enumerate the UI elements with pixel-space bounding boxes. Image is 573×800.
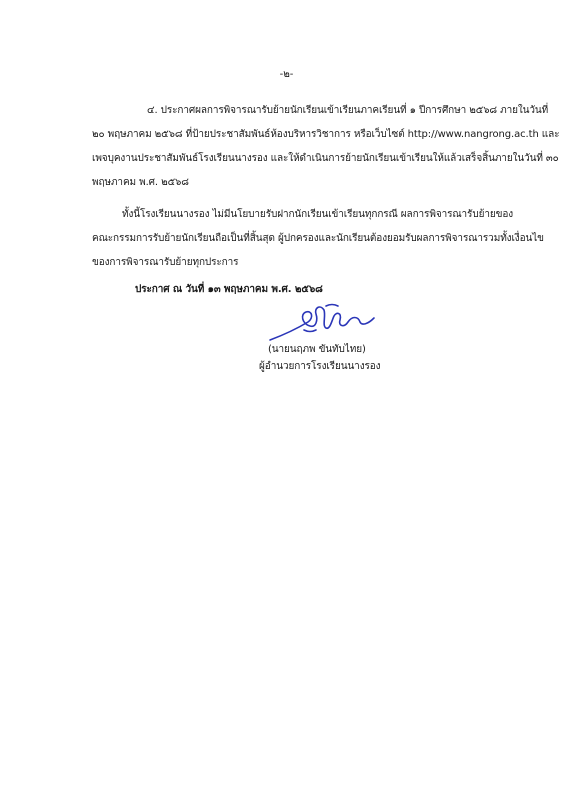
item4-line-3: เพจบุคงานประชาสัมพันธ์โรงเรียนนางรอง และให้ดำเนินการย้ายนักเรียนเข้าเรียนให้แล้วเสร็จสิ้นภายในวันที่ ๓๐ [92, 153, 559, 164]
item4-line-1: ๔. ประกาศผลการพิจารณารับย้ายนักเรียนเข้าเรียนภาคเรียนที่ ๑ ปีการศึกษา ๒๕๖๘ ภายในวันที่ [147, 105, 549, 116]
signature-image [268, 296, 380, 346]
policy-line-1: ทั้งนี้โรงเรียนนางรอง ไม่มีนโยบายรับฝากนักเรียนเข้าเรียนทุกกรณี ผลการพิจารณารับย้ายของ [122, 209, 514, 220]
policy-line-3: ของการพิจารณารับย้ายทุกประการ [92, 257, 239, 268]
signer-name: (นายนฤภพ ขันทับไทย) [268, 344, 366, 355]
item4-line-4: พฤษภาคม พ.ศ. ๒๕๖๘ [92, 177, 189, 188]
signer-position: ผู้อำนวยการโรงเรียนนางรอง [259, 361, 381, 372]
item4-line-2: ๒๐ พฤษภาคม ๒๕๖๘ ที่ป้ายประชาสัมพันธ์ห้องบริหารวิชาการ หรือเว็บไซต์ http://www.nangrong.ac.th และ [92, 129, 560, 140]
page-number: -๒- [279, 69, 294, 80]
announcement-date: ประกาศ ณ วันที่ ๑๓ พฤษภาคม พ.ศ. ๒๕๖๘ [135, 284, 323, 295]
policy-line-2: คณะกรรมการรับย้ายนักเรียนถือเป็นที่สิ้นสุด ผู้ปกครองและนักเรียนต้องยอมรับผลการพิจารณารวมทั้งเงื่อนไข [92, 233, 544, 244]
